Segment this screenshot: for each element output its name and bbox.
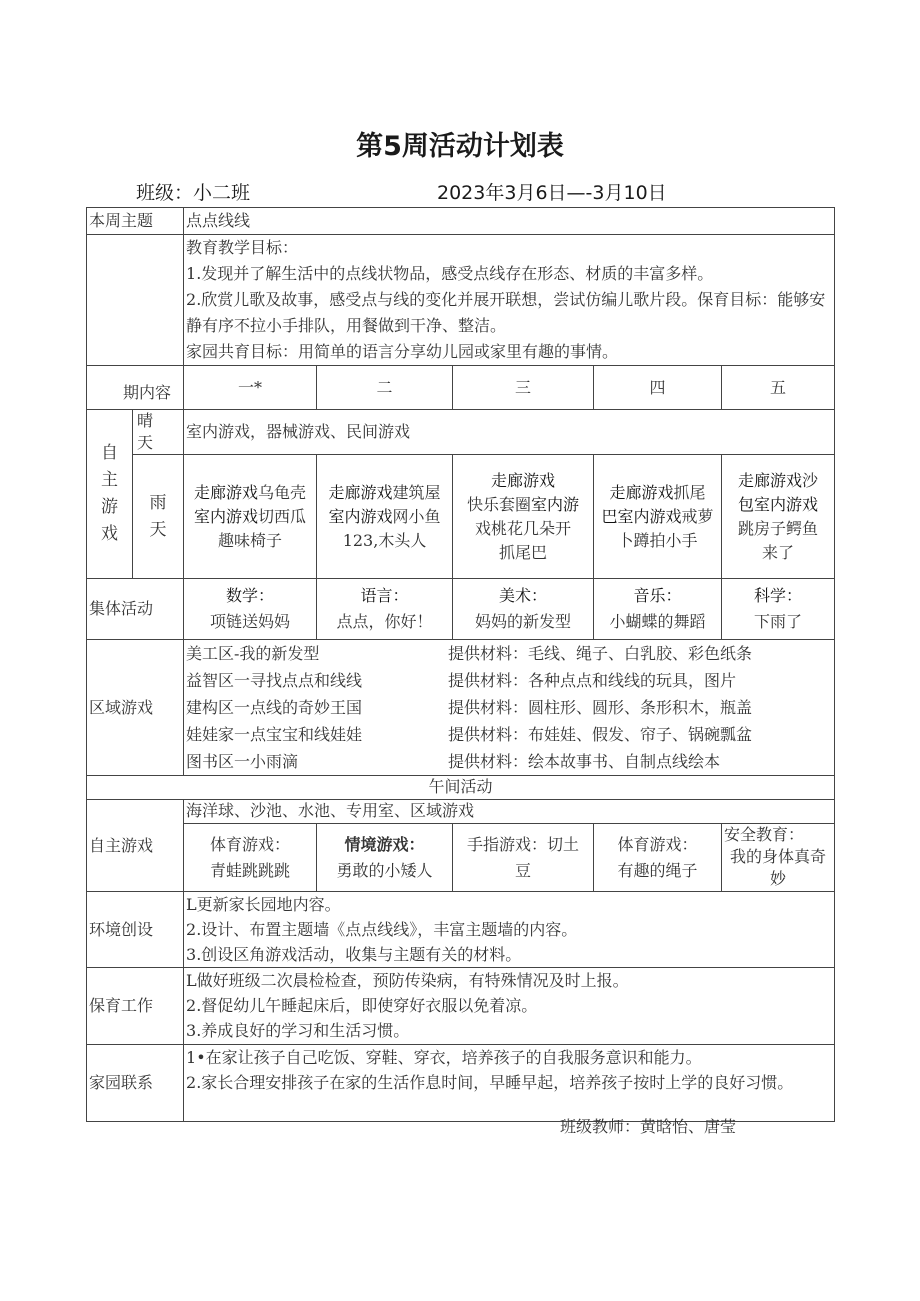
self-play-row: [87, 824, 835, 892]
family-row: [87, 1045, 835, 1122]
self-play-item: 体育游戏： 青蛙跳跳跳: [184, 824, 317, 892]
area-item: 娃娃家一点宝宝和线娃娃 提供材料：布娃娃、假发、帘子、锅碗瓢盆: [186, 725, 753, 744]
goals-cell: [184, 235, 835, 366]
group-activity: 美术： 妈妈的新发型: [453, 579, 594, 640]
free-play-label: 自 主 游 戏: [87, 410, 133, 579]
group-activity: 数学： 项链送妈妈: [184, 579, 317, 640]
class-label: 班级：小二班: [136, 182, 251, 204]
goals-row: [87, 235, 835, 366]
theme-row: [87, 208, 835, 235]
self-play-item: 情境游戏： 勇敢的小矮人: [317, 824, 453, 892]
activity-plan-table: [86, 207, 835, 1122]
environment-list: L更新家长园地内容。 2.设计、布置主题墙《点点线线》，丰富主题墙的内容。 3.创设区角游戏活动，收集与主题有关的材料。: [184, 892, 835, 968]
group-activity: 语言： 点点，你好！: [317, 579, 453, 640]
noon-label: 午间活动: [87, 776, 835, 800]
group-row: [87, 579, 835, 640]
self-play-item: 体育游戏： 有趣的绳子: [594, 824, 722, 892]
page-title: 第5周活动计划表: [356, 131, 564, 162]
area-item: 益智区一寻找点点和线线 提供材料：各种点点和线线的玩具，图片: [186, 671, 737, 690]
care-list: L做好班级二次晨检检查，预防传染病，有特殊情况及时上报。 2.督促幼儿午睡起床后，即使穿好衣服以免着凉。 3.养成良好的学习和生活习惯。: [184, 968, 835, 1045]
self-play-general-row: [87, 800, 835, 824]
noon-row: [87, 776, 835, 800]
schedule-header-label: 期内容: [87, 366, 184, 410]
self-play-general: 海洋球、沙池、水池、专用室、区域游戏: [184, 800, 835, 824]
day-header: 二: [317, 366, 453, 410]
family-label: 家园联系: [87, 1045, 184, 1122]
self-play-label: 自主游戏: [87, 800, 184, 892]
environment-row: [87, 892, 835, 968]
areas-list: [184, 640, 835, 776]
group-activity: 音乐： 小蝴蝶的舞蹈: [594, 579, 722, 640]
areas-label: 区域游戏: [87, 640, 184, 776]
theme-label: 本周主题: [87, 208, 184, 235]
date-range: 2023年3月6日—-3月10日: [437, 182, 667, 204]
care-row: [87, 968, 835, 1045]
group-label: 集体活动: [87, 579, 184, 640]
goal-line: 1.发现并了解生活中的点线状物品，感受点线存在形态、材质的丰富多样。: [186, 264, 714, 283]
rainy-row: [87, 455, 835, 579]
goals-label-cell: [87, 235, 184, 366]
area-item: 建构区一点线的奇妙王国 提供材料：圆柱形、圆形、条形积木，瓶盖: [186, 698, 753, 717]
group-activity: 科学： 下雨了: [722, 579, 835, 640]
family-list: 1•在家让孩子自己吃饭、穿鞋、穿衣，培养孩子的自我服务意识和能力。 2.家长合理安排孩子在家的生活作息时间，早睡早起，培养孩子按时上学的良好习惯。: [184, 1045, 835, 1122]
day-header: 五: [722, 366, 835, 410]
areas-row: [87, 640, 835, 776]
environment-label: 环境创设: [87, 892, 184, 968]
teacher-names: 班级教师：黄晗怡、唐莹: [560, 1117, 737, 1136]
rainy-day-cell: 走廊游戏抓尾 巴室内游戏戒萝 卜蹲拍小手: [594, 455, 722, 579]
sunny-row: [87, 410, 835, 455]
day-header: 三: [453, 366, 594, 410]
care-label: 保育工作: [87, 968, 184, 1045]
sunny-activities: 室内游戏，器械游戏、民间游戏: [184, 410, 835, 455]
theme-value: 点点线线: [184, 208, 835, 235]
self-play-item: 手指游戏：切土 豆: [453, 824, 594, 892]
rainy-day-cell: 走廊游戏 快乐套圈室内游 戏桃花几朵开 抓尾巴: [453, 455, 594, 579]
area-item: 图书区一小雨滴 提供材料：绘本故事书、自制点线绘本: [186, 752, 721, 771]
sunny-label: 晴天: [133, 410, 184, 455]
rainy-day-cell: 走廊游戏沙 包室内游戏 跳房子鳄鱼 来了: [722, 455, 835, 579]
day-header: 四: [594, 366, 722, 410]
day-header-row: [87, 366, 835, 410]
goal-line: 2.欣赏儿歌及故事，感受点与线的变化并展开联想，尝试仿编儿歌片段。保育目标：能够安静有序不拉小手排队，用餐做到干净、整洁。: [186, 290, 826, 335]
self-play-item: 安全教育： 我的身体真奇妙: [722, 824, 835, 892]
rainy-day-cell: 走廊游戏乌龟壳 室内游戏切西瓜 趣味椅子: [184, 455, 317, 579]
goal-line: 家园共育目标：用简单的语言分享幼儿园或家里有趣的事情。: [186, 342, 619, 361]
day-header: 一*: [184, 366, 317, 410]
area-item: 美工区-我的新发型 提供材料：毛线、绳子、白乳胶、彩色纸条: [186, 644, 753, 663]
rainy-label: 雨 天: [133, 455, 184, 579]
rainy-day-cell: 走廊游戏建筑屋 室内游戏网小鱼 123,木头人: [317, 455, 453, 579]
goal-line: 教育教学目标：: [186, 238, 299, 257]
